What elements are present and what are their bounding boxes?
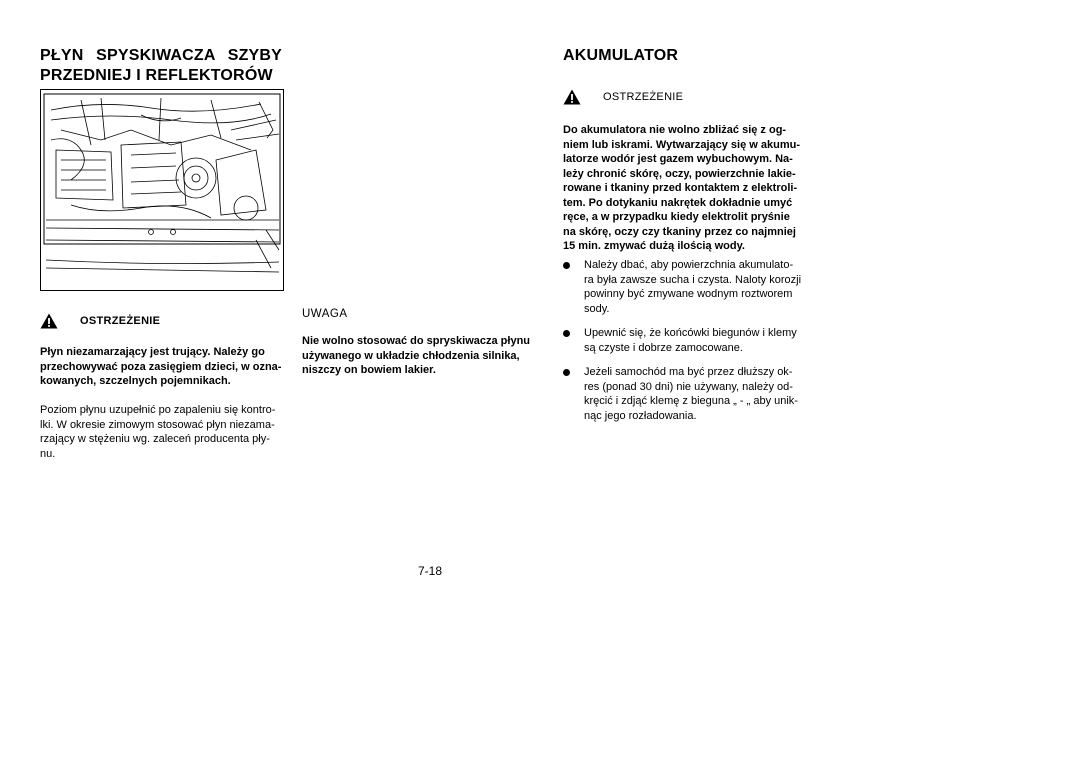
engine-bay-illustration — [40, 89, 284, 291]
text-line: latorze wodór jest gazem wybuchowym. Na- — [563, 153, 793, 165]
warning-text — [563, 123, 808, 254]
text-line: Należy dbać, aby powierzchnia akumulato- — [584, 259, 794, 271]
engine-bay-drawing — [41, 90, 283, 290]
bullet-dot-icon — [563, 262, 570, 269]
text-line: Upewnić się, że końcówki biegunów i klemy — [584, 327, 797, 339]
bullet-text — [584, 365, 798, 423]
text-line: lki. W okresie zimowym stosować płyn niezama- — [40, 418, 275, 431]
middle-notice-text — [302, 334, 547, 378]
body-paragraph — [40, 403, 285, 461]
notice-text — [302, 334, 547, 378]
notice-label: UWAGA — [302, 308, 348, 320]
left-column — [40, 46, 285, 86]
text-line: sody. — [584, 302, 610, 315]
right-bullet-list — [563, 258, 808, 423]
text-line: tem. Po dotykaniu nakrętek dokładnie umyć — [563, 196, 793, 209]
warning-header — [563, 89, 808, 105]
text-line: Poziom płynu uzupełnić po zapaleniu się kontro- — [40, 404, 276, 416]
warning-header — [40, 313, 285, 329]
text-line: ra była zawsze sucha i czysta. Naloty korozji — [584, 273, 802, 286]
text-line: są czyste i dobrze zamocowane. — [584, 341, 743, 354]
page-number: 7-18 — [417, 564, 443, 578]
text-line: niszczy on bowiem lakier. — [302, 364, 436, 376]
text-line: leży chronić skórę, oczy, powierzchnie lakie- — [563, 167, 796, 180]
bullet-dot-icon — [563, 330, 570, 337]
bullet-dot-icon — [563, 369, 570, 376]
text-line: Nie wolno stosować do spryskiwacza płynu — [302, 335, 531, 347]
text-line: kręcić i zdjąć klemę z bieguna „ - „ aby unik- — [584, 395, 798, 407]
left-warning-block — [40, 313, 285, 329]
text-line: niem lub iskrami. Wytwarzający się w akumu- — [563, 138, 800, 151]
warning-label: OSTRZEŻENIE — [603, 91, 684, 103]
section-title-washer-fluid — [40, 46, 285, 86]
text-line: nu. — [40, 447, 56, 460]
text-line: res (ponad 30 dni) nie używany, należy od- — [584, 380, 793, 393]
text-line: używanego w układzie chłodzenia silnika, — [302, 349, 520, 362]
warning-label: OSTRZEŻENIE — [80, 315, 161, 327]
left-warning-text — [40, 345, 285, 389]
middle-notice-block — [302, 308, 547, 320]
text-line: powinny być zmywane wodnym roztworem — [584, 288, 793, 300]
right-column — [563, 46, 808, 66]
text-line: 15 min. zmywać dużą ilością wody. — [563, 240, 745, 252]
title-line-2: PRZEDNIEJ I REFLEKTORÓW — [40, 67, 273, 84]
text-line: rowane i tkaniny przed kontaktem z elektroli- — [563, 182, 798, 194]
right-warning-text — [563, 123, 808, 254]
text-line: przechowywać poza zasięgiem dzieci, w ozna- — [40, 360, 282, 373]
text-line: nąc jego rozładowania. — [584, 409, 697, 422]
text-line: ręce, a w przypadku kiedy elektrolit pryśnie — [563, 211, 790, 223]
text-line: Jeżeli samochód ma być przez dłuższy ok- — [584, 366, 793, 378]
warning-text — [40, 345, 285, 389]
title-line-1: PŁYN SPYSKIWACZA SZYBY — [40, 47, 283, 64]
text-line: rzający w stężeniu wg. zaleceń producenta pły- — [40, 433, 270, 445]
bullet-text — [584, 326, 797, 355]
bullet-text — [584, 258, 801, 316]
text-line: kowanych, szczelnych pojemnikach. — [40, 375, 231, 387]
text-line: Płyn niezamarzający jest trujący. Należy go — [40, 346, 265, 358]
right-warning-block — [563, 89, 808, 105]
text-line: na skórę, oczy czy tkaniny przez co najmniej — [563, 225, 796, 238]
list-item — [563, 258, 808, 316]
list-item — [563, 326, 808, 355]
text-line: Do akumulatora nie wolno zbliżać się z og- — [563, 124, 787, 136]
section-title-battery: AKUMULATOR — [563, 47, 679, 64]
left-body-text — [40, 403, 285, 461]
list-item — [563, 365, 808, 423]
warning-triangle-icon — [563, 89, 581, 105]
warning-triangle-icon — [40, 313, 58, 329]
